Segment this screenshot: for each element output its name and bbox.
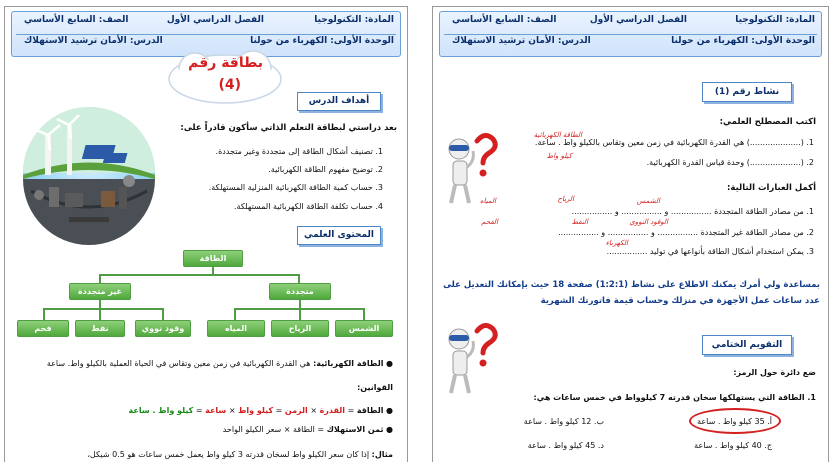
final-title: التقويم الختامي: [702, 335, 792, 355]
right-header: [439, 11, 822, 57]
grade-label: الصف: السابع الأساسي: [452, 15, 557, 25]
hour-unit: ساعة: [205, 406, 227, 415]
card-cloud: [165, 47, 285, 107]
energy-label: الطاقة: [356, 406, 384, 415]
q1-answer: الطاقة الكهربائية: [533, 131, 582, 139]
option-b[interactable]: ب. 12 كيلو واط . ساعة: [523, 417, 604, 426]
earth-energy-illustration: [9, 95, 171, 245]
grade-label: الصف: السابع الأساسي: [24, 15, 129, 25]
objectives-title: أهداف الدرس: [297, 92, 381, 111]
q2-item: 3. يمكن استخدام أشكال الطاقة بأنواعها في توليد ................: [606, 247, 814, 256]
tree-wind: الرياح: [271, 320, 329, 337]
q2-answer: النفط: [571, 218, 588, 226]
example-label: مثال:: [371, 450, 393, 459]
tree-renewable: متجددة: [269, 283, 331, 300]
tree-nuclear: وقود نووي: [135, 320, 191, 337]
q2-item: 1. من مصادر الطاقة المتجددة ................ و ................ و ................: [571, 207, 814, 216]
q2-item: 2. من مصادر الطاقة غير المتجددة ................ و ................ و ................: [558, 228, 814, 237]
subject-label: المادة: التكنولوجيا: [314, 15, 394, 25]
cost-law: ● ثمن الاستهلاك = الطاقة × سعر الكيلو الواحد: [222, 425, 393, 434]
tree-sun: الشمس: [335, 320, 393, 337]
q2-answer: الفحم: [481, 218, 498, 226]
objective-item: 3. حساب كمية الطاقة الكهربائية المنزلية المستهلكة.: [208, 183, 383, 192]
option-a[interactable]: أ. 35 كيلو واط . ساعة: [697, 417, 772, 426]
kwh-unit: كيلو واط . ساعة: [128, 406, 194, 415]
energy-law: ● الطاقة = القدرة × الزمن = كيلو واط × ساعة = كيلو واط . ساعة: [128, 406, 393, 415]
semester-label: الفصل الدراسي الأول: [589, 15, 687, 25]
objectives-intro: بعد دراستي لبطاقة التعلم الذاتي سأكون قادراً على:: [180, 123, 397, 133]
laws-title: القوانين:: [357, 383, 393, 392]
thinking-figure-icon: [439, 127, 499, 207]
q2-answer: الشمس: [636, 197, 660, 205]
right-page: [432, 6, 829, 462]
definition-text: هي القدرة الكهربائية في زمن معين وتقاس في الحياة العملية بالكيلو واط. ساعة: [46, 359, 311, 368]
tree-nonrenewable: غير متجددة: [69, 283, 131, 300]
cost-rhs: الطاقة × سعر الكيلو الواحد: [222, 425, 315, 434]
q1-answer: كيلو واط: [546, 152, 572, 160]
tree-coal: فحم: [17, 320, 69, 337]
option-c[interactable]: ج. 40 كيلو واط . ساعة: [694, 441, 772, 450]
time-term: الزمن: [284, 406, 308, 415]
q1-title: اكتب المصطلح العلمي:: [719, 117, 816, 127]
definition-line: ● الطاقة الكهربائية: هي القدرة الكهربائية في زمن معين وتقاس في الحياة العملية بالكيلو واط. ساعة: [46, 359, 393, 368]
q2-answer: المياه: [479, 197, 496, 205]
tree-water: المياه: [207, 320, 265, 337]
activity-title: نشاط رقم (1): [702, 82, 792, 102]
q2-answer: الكهرباء: [605, 239, 628, 247]
semester-label: الفصل الدراسي الأول: [166, 15, 264, 25]
thinking-figure-icon: [439, 317, 499, 397]
power-term: القدرة: [319, 406, 346, 415]
example-line: [87, 450, 393, 459]
left-page: [4, 6, 408, 462]
example-text: إذا كان سعر الكيلو واط لسخان قدرته 3 كيلو واط يعمل خمس ساعات هو 0.5 شيكل،: [87, 450, 370, 459]
subject-label: المادة: التكنولوجيا: [735, 15, 815, 25]
unit-label: الوحدة الأولى: الكهرباء من حولنا: [250, 36, 394, 46]
lesson-label: الدرس: الأمان ترشيد الاستهلاك: [452, 36, 591, 46]
cost-label: ثمن الاستهلاك: [326, 425, 384, 434]
objective-item: 2. توضيح مفهوم الطاقة الكهربائية.: [268, 165, 383, 174]
q2-answer: الرياح: [557, 195, 574, 203]
objective-item: 4. حساب تكلفة الطاقة الكهربائية المستهلكة.: [234, 202, 383, 211]
definition-term: الطاقة الكهربائية:: [313, 359, 384, 368]
final-instruction: ضع دائرة حول الرمز:: [733, 368, 816, 377]
q1-item: 1. (....................) هي القدرة الكهربائية في زمن معين وتقاس بالكيلو واط . ساعة.: [534, 138, 814, 147]
card-number: (4): [218, 77, 241, 93]
objective-item: 1. تصنيف أشكال الطاقة إلى متجددة وغير متجددة.: [215, 147, 383, 156]
kw-unit: كيلو واط: [238, 406, 274, 415]
q2-title: أكمل العبارات التالية:: [727, 183, 816, 193]
lesson-label: الدرس: الأمان ترشيد الاستهلاك: [24, 36, 163, 46]
content-title: المحتوى العلمي: [297, 226, 381, 245]
final-question: 1. الطاقة التي يستهلكها سخان قدرته 7 كيلوواط في خمس ساعات هي:: [533, 393, 816, 402]
option-d[interactable]: د. 45 كيلو واط . ساعة: [527, 441, 604, 450]
tree-root: الطاقة: [183, 250, 243, 267]
card-title: بطاقة رقم: [188, 55, 263, 71]
unit-label: الوحدة الأولى: الكهرباء من حولنا: [671, 36, 815, 46]
tree-oil: نفط: [75, 320, 125, 337]
q1-item: 2. (....................) وحدة قياس القدرة الكهربائية.: [646, 158, 814, 167]
q2-answer: الوقود النووي: [629, 218, 668, 226]
help-text: بمساعدة ولي أمرك يمكنك الاطلاع على نشاط (1:2:1) صفحة 18 حيث بإمكانك التعديل على عدد ساعات عمل الأجهزة في منزلك وحساب قيمة فاتورتك الشهرية: [443, 280, 820, 306]
